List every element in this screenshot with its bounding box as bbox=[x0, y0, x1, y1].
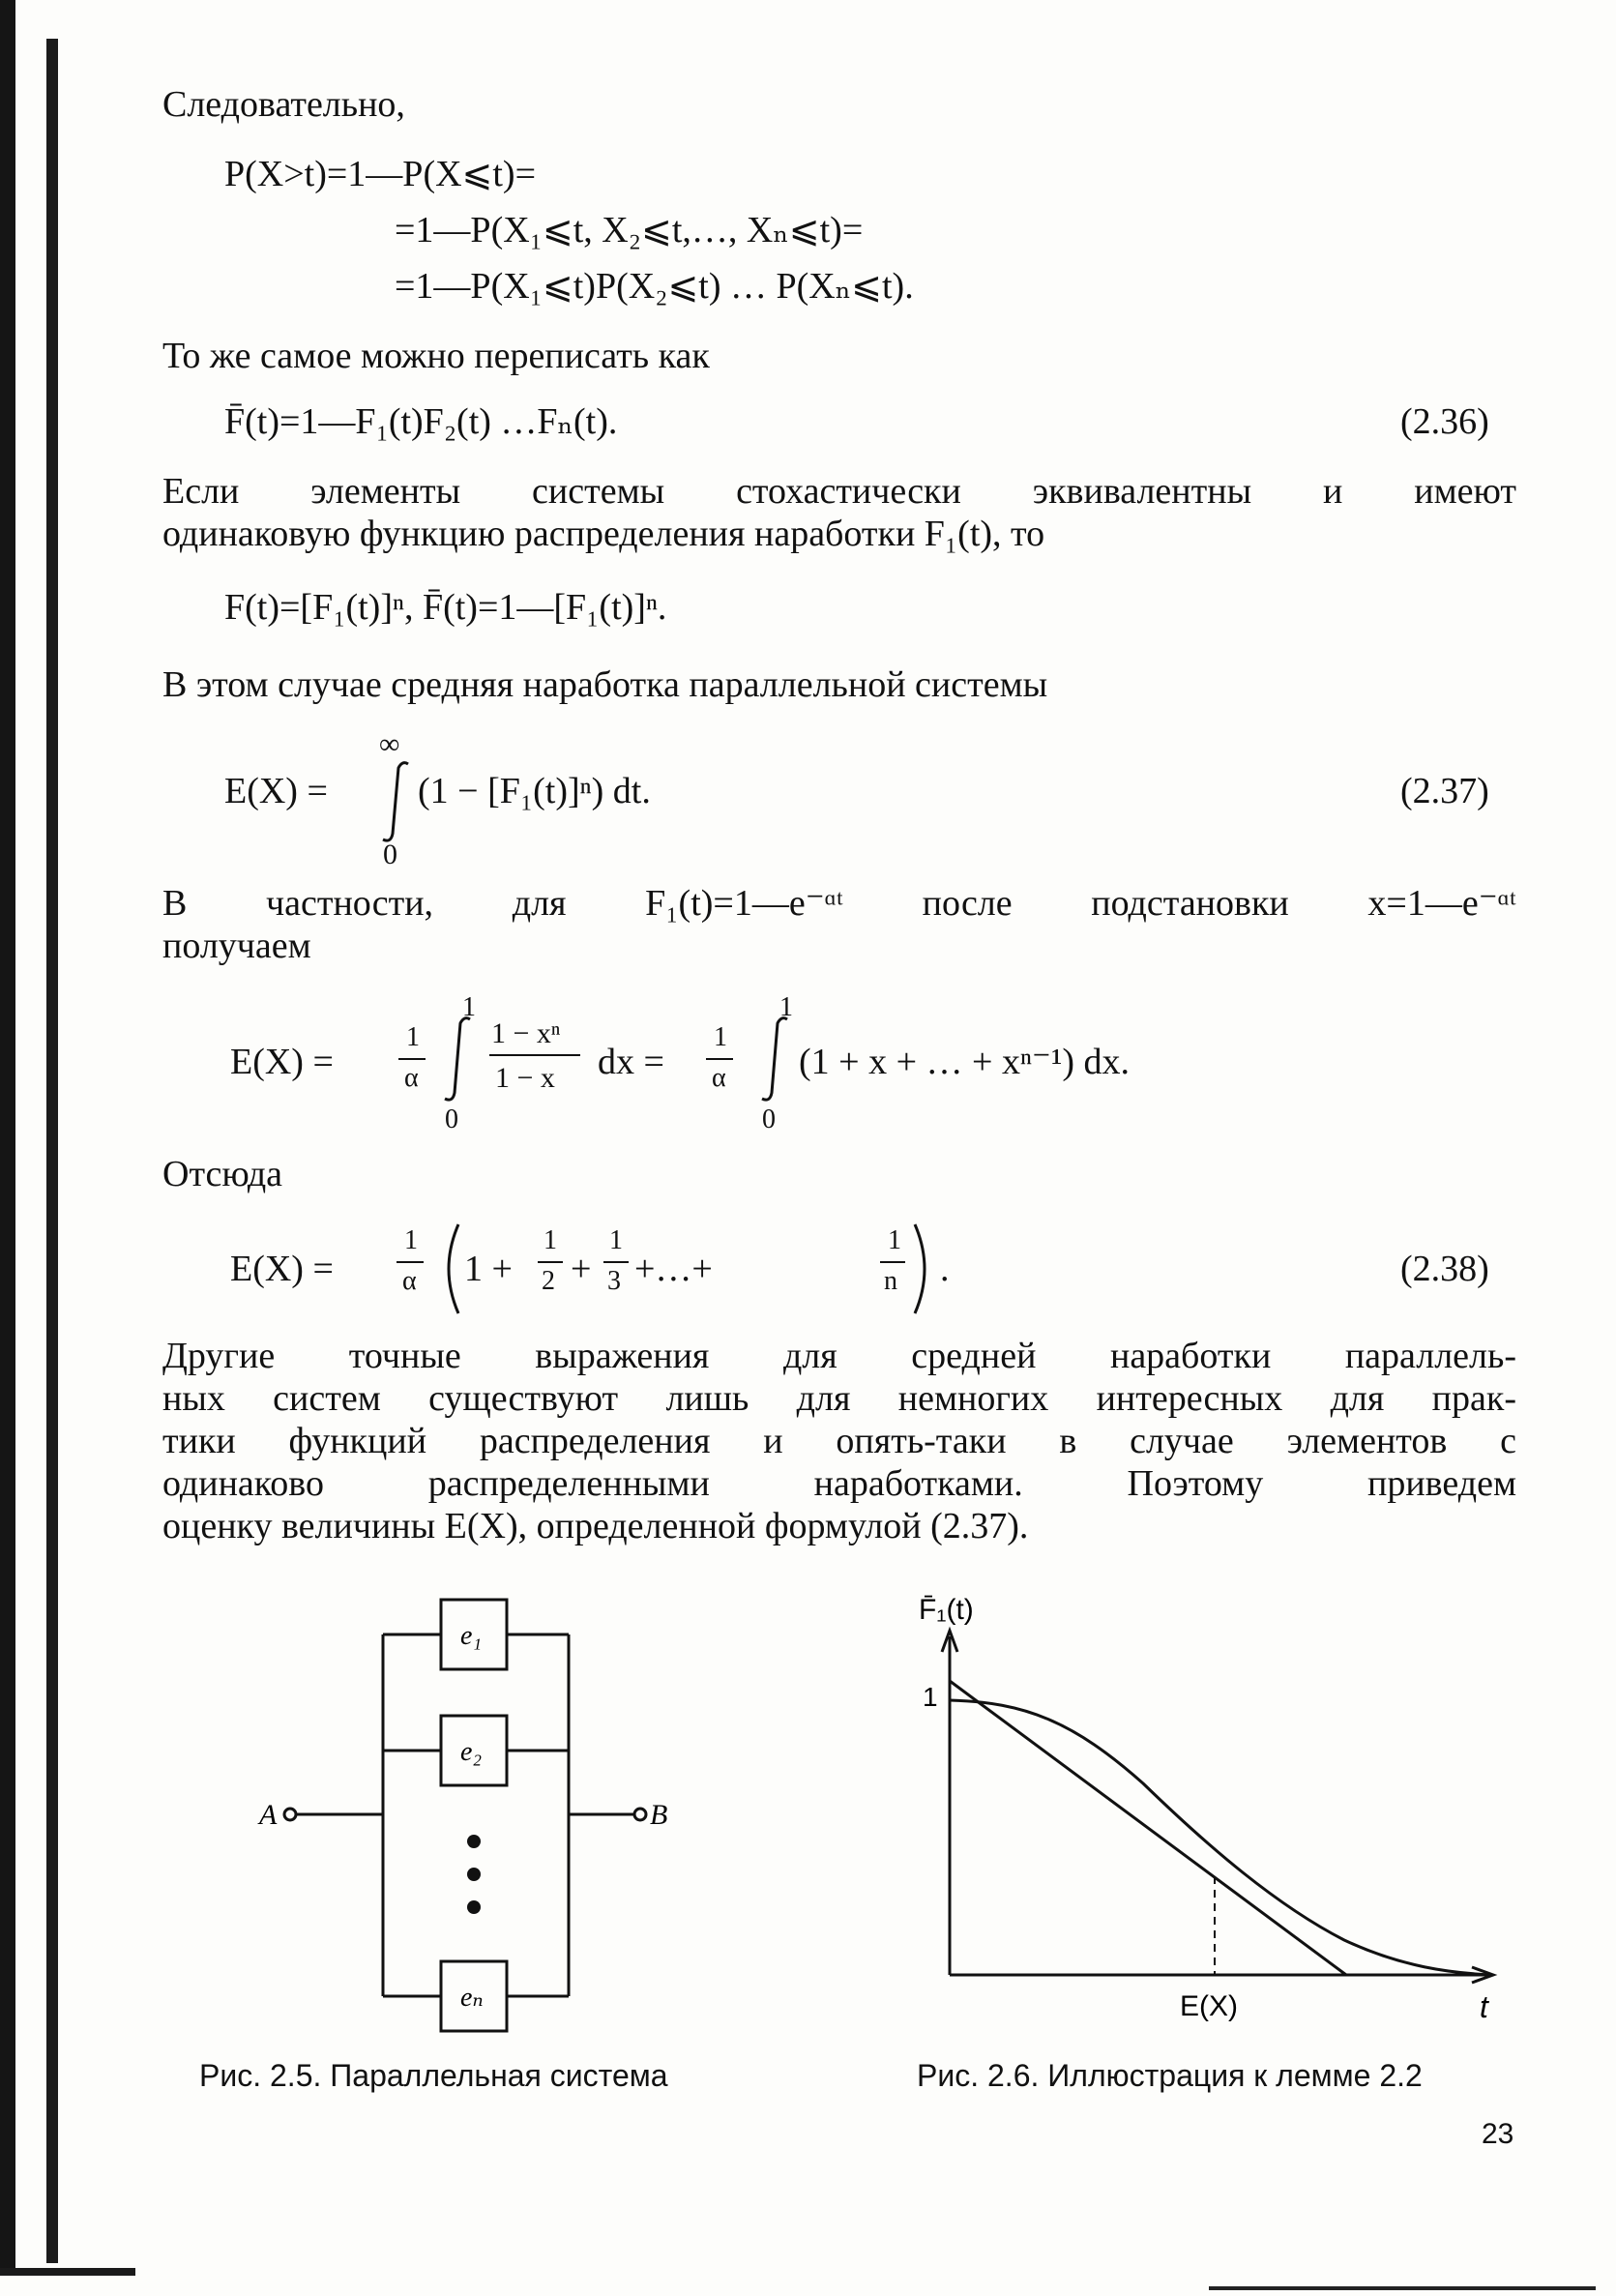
eq-2-38-end: . bbox=[940, 1249, 950, 1289]
y-tick-one: 1 bbox=[923, 1682, 938, 1712]
line-same: То же самое можно переписать как bbox=[162, 336, 710, 376]
eq-2-37-lower-limit: 0 bbox=[383, 839, 397, 870]
eq-2-38-fn-num: 1 bbox=[888, 1225, 901, 1255]
para-other-line: одинаково распределенными наработками. Поэтому приведем bbox=[162, 1463, 1516, 1504]
integral-sign bbox=[441, 1014, 480, 1106]
fraction-bar bbox=[538, 1261, 563, 1263]
eq-2-38-lhs: E(X) = bbox=[230, 1249, 334, 1289]
para-equivalent-line: одинаковую функцию распределения наработки F₁(t), то bbox=[162, 514, 1045, 554]
word-hence: Отсюда bbox=[162, 1154, 283, 1194]
para-particular-line: В частности, для F₁(t)=1—e⁻ᵅᵗ после подстановки x=1—e⁻ᵅᵗ bbox=[162, 883, 1516, 924]
ellipsis-dot bbox=[467, 1835, 481, 1848]
eq-int-lhs: E(X) = bbox=[230, 1042, 334, 1082]
ex-marker-label: E(X) bbox=[1180, 1990, 1238, 2022]
para-equivalent bbox=[162, 470, 1516, 555]
para-other-line: тики функций распределения и опять-таки в случае элементов с bbox=[162, 1421, 1516, 1461]
eq-int-upper-2: 1 bbox=[779, 992, 793, 1022]
fraction-bar bbox=[398, 1058, 426, 1060]
eq-2-37-upper-limit: ∞ bbox=[379, 728, 400, 760]
terminal-a bbox=[284, 1809, 296, 1820]
right-paren bbox=[909, 1221, 938, 1317]
eq-2-38-plus: + bbox=[571, 1249, 592, 1289]
eq-int-frac1-den: α bbox=[404, 1063, 419, 1093]
eq-2-38-f2-den: 2 bbox=[542, 1266, 555, 1296]
caption-fig-2-6: Рис. 2.6. Иллюстрация к лемме 2.2 bbox=[917, 2058, 1423, 2093]
eq-int-lower-2: 0 bbox=[762, 1104, 776, 1134]
eq-int-frac2-den: 1 − x bbox=[495, 1062, 555, 1094]
binding-edge bbox=[0, 0, 15, 2273]
eq-2-38-one-plus: 1 + bbox=[464, 1249, 513, 1289]
formula-line-3: =1—P(X₁⩽t)P(X₂⩽t) … P(Xₙ⩽t). bbox=[395, 266, 914, 307]
eq-number-2-36: (2.36) bbox=[1400, 401, 1489, 442]
figure-parallel-system bbox=[251, 1586, 696, 2050]
ellipsis-dot bbox=[467, 1900, 481, 1914]
left-paren bbox=[435, 1221, 464, 1317]
eq-int-mid: dx = bbox=[598, 1042, 664, 1082]
eq-2-38-fn-den: n bbox=[884, 1266, 897, 1296]
fraction-bar bbox=[397, 1261, 424, 1263]
eq-int-frac3-den: α bbox=[712, 1063, 726, 1093]
ellipsis-dot bbox=[467, 1868, 481, 1881]
fraction-bar bbox=[706, 1058, 733, 1060]
para-equivalent-line: Если элементы системы стохастически эквивалентны и имеют bbox=[162, 471, 1516, 512]
eq-number-2-38: (2.38) bbox=[1400, 1249, 1489, 1289]
eq-int-frac3-num: 1 bbox=[714, 1022, 727, 1052]
node-b-label: B bbox=[650, 1799, 668, 1831]
para-particular-line: получаем bbox=[162, 926, 311, 966]
node-a-label: A bbox=[259, 1799, 278, 1831]
eq-2-37-lhs: E(X) = bbox=[224, 771, 328, 811]
formula-line-2: =1—P(X₁⩽t, X₂⩽t,…, Xₙ⩽t)= bbox=[395, 210, 864, 250]
para-other bbox=[162, 1335, 1516, 1547]
block-e1-label: e₁ bbox=[460, 1621, 483, 1651]
y-axis-label: F̄₁(t) bbox=[919, 1594, 974, 1626]
formula-equivalent: F(t)=[F₁(t)]ⁿ, F̄(t)=1—[F₁(t)]ⁿ. bbox=[224, 587, 667, 628]
page-number: 23 bbox=[1482, 2118, 1514, 2150]
formula-2-36: F̄(t)=1—F₁(t)F₂(t) …Fₙ(t). bbox=[224, 401, 618, 442]
formula-line-1: P(X>t)=1—P(X⩽t)= bbox=[224, 154, 537, 194]
eq-2-38-f3-den: 3 bbox=[607, 1266, 621, 1296]
eq-2-38-dots: +…+ bbox=[634, 1249, 713, 1289]
fraction-bar bbox=[880, 1261, 905, 1263]
terminal-b bbox=[634, 1809, 646, 1820]
eq-2-38-f3-num: 1 bbox=[609, 1225, 623, 1255]
eq-int-frac2-num: 1 − xⁿ bbox=[491, 1017, 561, 1049]
eq-2-38-coef-den: α bbox=[402, 1266, 417, 1296]
para-other-line: Другие точные выражения для средней наработки параллель- bbox=[162, 1336, 1516, 1376]
eq-int-upper-1: 1 bbox=[462, 992, 476, 1022]
para-other-line: оценку величины E(X), определенной формулой (2.37). bbox=[162, 1506, 1029, 1546]
eq-2-38-f2-num: 1 bbox=[544, 1225, 557, 1255]
binding-foot bbox=[0, 2268, 135, 2276]
caption-fig-2-5: Рис. 2.5. Параллельная система bbox=[199, 2058, 668, 2093]
eq-int-lower-1: 0 bbox=[445, 1104, 458, 1134]
block-e2-label: e₂ bbox=[460, 1737, 483, 1767]
figure-lemma-plot bbox=[890, 1586, 1528, 2031]
x-axis-label: t bbox=[1480, 1989, 1488, 2024]
linear-approximation bbox=[950, 1681, 1346, 1975]
integral-sign bbox=[379, 758, 418, 845]
fraction-bar bbox=[489, 1054, 580, 1056]
integral-sign bbox=[758, 1014, 797, 1106]
eq-int-frac1-num: 1 bbox=[406, 1022, 420, 1052]
para-particular bbox=[162, 882, 1516, 967]
line-case: В этом случае средняя наработка параллельной системы bbox=[162, 664, 1048, 705]
binding-rule bbox=[46, 39, 58, 2263]
eq-int-tail: (1 + x + … + xⁿ⁻¹) dx. bbox=[799, 1042, 1131, 1082]
bottom-rule bbox=[1209, 2286, 1596, 2290]
block-en-label: eₙ bbox=[460, 1983, 484, 2013]
intro-word: Следовательно, bbox=[162, 84, 405, 125]
eq-2-37-integrand: (1 − [F₁(t)]ⁿ) dt. bbox=[418, 771, 651, 811]
eq-2-38-coef-num: 1 bbox=[404, 1225, 418, 1255]
para-other-line: ных систем существуют лишь для немногих интересных для прак- bbox=[162, 1378, 1516, 1419]
eq-number-2-37: (2.37) bbox=[1400, 771, 1489, 811]
fraction-bar bbox=[603, 1261, 629, 1263]
